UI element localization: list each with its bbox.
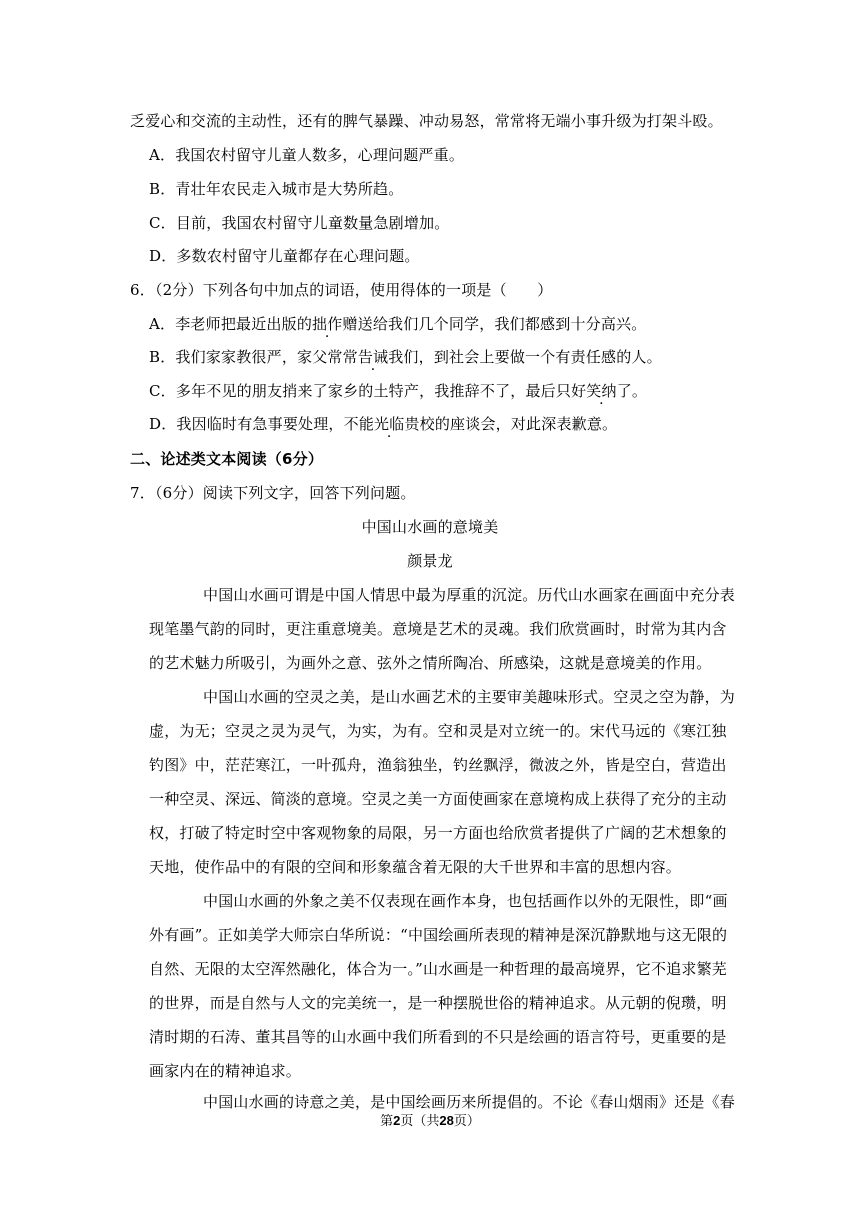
q6-c-post: 了。 bbox=[616, 382, 648, 400]
article-line: 虚，为无；空灵之灵为灵气，为实，为有。空和灵是对立统一的。宋代马远的《寒江独 bbox=[149, 722, 727, 740]
q6-d-dotted-word: 光临 bbox=[374, 415, 405, 433]
article-line: 中国山水画的空灵之美，是山水画艺术的主要审美趣味形式。空灵之空为静，为 bbox=[203, 688, 736, 706]
footer-text: 第 bbox=[380, 1114, 394, 1129]
q6-c-dotted-word: 笑纳 bbox=[586, 382, 617, 400]
article-line: 中国山水画可谓是中国人情思中最为厚重的沉淀。历代山水画家在画面中充分表 bbox=[203, 586, 736, 604]
article-line: 的世界，而是自然与人文的完美统一，是一种摆脱世俗的精神追求。从元朝的倪瓒，明 bbox=[149, 994, 727, 1012]
q5-option-c: C．目前，我国农村留守儿童数量急剧增加。 bbox=[149, 214, 450, 232]
q6-option-d bbox=[149, 414, 617, 434]
article-line: 外有画”。正如美学大师宗白华所说：“中国绘画所表现的精神是深沉静默地与这无限的 bbox=[149, 926, 728, 944]
section-heading: 二、论述类文本阅读（6分） bbox=[130, 450, 324, 468]
q6-a-post: 赠送给我们几个同学，我们都感到十分高兴。 bbox=[342, 315, 647, 333]
q5-option-d: D．多数农村留守儿童都存在心理问题。 bbox=[149, 247, 420, 265]
q6-option-b bbox=[149, 347, 662, 367]
article-line: 一种空灵、深远、简淡的意境。空灵之美一方面使画家在意境构成上获得了充分的主动 bbox=[149, 790, 727, 808]
article-line: 天地，使作品中的有限的空间和形象蕴含着无限的大千世界和丰富的思想内容。 bbox=[149, 858, 682, 876]
page-number: 2 bbox=[393, 1113, 401, 1128]
article-line: 现笔墨气韵的同时，更注重意境美。意境是艺术的灵魂。我们欣赏画时，时常为其内含 bbox=[149, 620, 727, 638]
page-total: 28 bbox=[439, 1113, 454, 1128]
q6-c-pre: C．多年不见的朋友捎来了家乡的土特产，我推辞不了，最后只好 bbox=[149, 382, 587, 400]
q5-option-b: B．青壮年农民走入城市是大势所趋。 bbox=[149, 180, 404, 198]
q6-a-dotted-word: 拙作 bbox=[312, 315, 343, 333]
article-line: 的艺术魅力所吸引，为画外之意、弦外之情所陶冶、所感染，这就是意境美的作用。 bbox=[149, 654, 712, 672]
q6-b-dotted-word: 告诫 bbox=[357, 348, 389, 366]
article-line: 自然、无限的太空浑然融化，体合为一。”山水画是一种哲理的最高境界，它不追求繁芜 bbox=[149, 960, 727, 978]
article-line: 画家内在的精神追求。 bbox=[149, 1062, 302, 1080]
article-title: 中国山水画的意境美 bbox=[361, 518, 499, 536]
q6-b-post: 我们，到社会上要做一个有责任感的人。 bbox=[388, 348, 662, 366]
footer-text: 页） bbox=[453, 1114, 480, 1129]
q6-d-pre: D．我因临时有急事要处理，不能 bbox=[149, 415, 375, 433]
article-line: 权，打破了特定时空中客观物象的局限，另一方面也给欣赏者提供了广阔的艺术想象的 bbox=[149, 824, 727, 842]
q6-d-post: 贵校的座谈会，对此深表歉意。 bbox=[404, 415, 618, 433]
page-footer bbox=[0, 1112, 860, 1131]
q7-stem: 7．（6分）阅读下列文字，回答下列问题。 bbox=[130, 484, 416, 502]
article-line: 清时期的石涛、董其昌等的山水画中我们所看到的不只是绘画的语言符号，更重要的是 bbox=[149, 1028, 727, 1046]
footer-text: 页（共 bbox=[400, 1114, 440, 1129]
q6-option-a bbox=[149, 314, 646, 334]
intro-line: 乏爱心和交流的主动性，还有的脾气暴躁、冲动易怒，常常将无端小事升级为打架斗殴。 bbox=[130, 112, 723, 130]
q6-option-c bbox=[149, 381, 647, 401]
q6-a-pre: A．李老师把最近出版的 bbox=[149, 315, 313, 333]
article-line: 中国山水画的外象之美不仅表现在画作本身，也包括画作以外的无限性，即“画 bbox=[203, 892, 728, 910]
article-line: 中国山水画的诗意之美，是中国绘画历来所提倡的。不论《春山烟雨》还是《春 bbox=[203, 1093, 736, 1111]
q6-b-pre: B．我们家家教很严，家父常常 bbox=[149, 348, 358, 366]
article-author: 颜景龙 bbox=[407, 552, 453, 570]
q5-option-a: A．我国农村留守儿童人数多，心理问题严重。 bbox=[149, 146, 465, 164]
article-line: 钓图》中，茫茫寒江，一叶孤舟，渔翁独坐，钓丝飘浮，微波之外，皆是空白，营造出 bbox=[149, 756, 727, 774]
q6-stem: 6．（2分）下列各句中加点的词语，使用得体的一项是（ ） bbox=[130, 281, 553, 299]
